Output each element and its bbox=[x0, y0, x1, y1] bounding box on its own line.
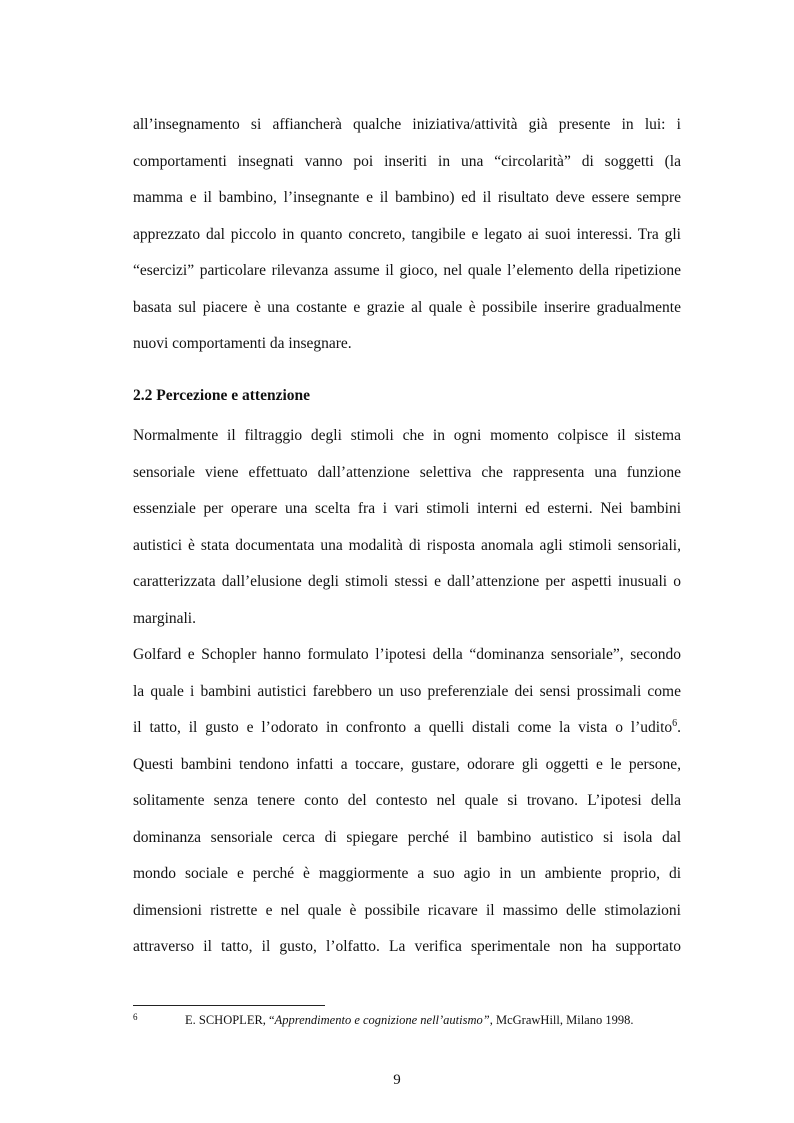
text-line: mamma e il bambino, l’insegnante e il bambino) ed il risultato deve essere sempre bbox=[133, 189, 681, 206]
footnote-number: 6 bbox=[133, 1012, 138, 1022]
footnote-title: Apprendimento e cognizione nell’autismo” bbox=[274, 1013, 490, 1027]
text-line: Questi bambini tendono infatti a toccare, gustare, odorare gli oggetti e le persone, bbox=[133, 755, 681, 773]
text-line: essenziale per operare una scelta fra i vari stimoli interni ed esterni. Nei bambini bbox=[133, 500, 681, 517]
text-line bbox=[133, 710, 681, 747]
text-line: caratterizzata dall’elusione degli stimoli stessi e dall’attenzione per aspetti inusuali o bbox=[133, 573, 681, 590]
text-line: Normalmente il filtraggio degli stimoli che in ogni momento colpisce il sistema bbox=[133, 427, 681, 444]
section-heading: 2.2 Percezione e attenzione bbox=[133, 387, 311, 404]
text-line: nuovi comportamenti da insegnare. bbox=[133, 335, 352, 352]
text-line: all’insegnamento si affiancherà qualche iniziativa/attività già presente in lui: i bbox=[133, 116, 681, 133]
paragraph-continuation bbox=[133, 107, 681, 363]
text-line: mondo sociale e perché è maggiormente a suo agio in un ambiente proprio, di bbox=[133, 865, 681, 882]
footnote-reference[interactable]: 6 bbox=[672, 717, 678, 729]
text-line: comportamenti insegnati vanno poi inseriti in una “circolarità” di soggetti (la bbox=[133, 152, 681, 170]
text-line: autistici è stata documentata una modalità di risposta anomala agli stimoli sensoriali, bbox=[133, 536, 681, 554]
text-line: la quale i bambini autistici farebbero un uso preferenziale dei sensi prossimali come bbox=[133, 682, 681, 700]
text-line-content: il tatto, il gusto e l’odorato in confronto a quelli distali come la vista o l’udito bbox=[133, 719, 673, 736]
page-number: 9 bbox=[393, 1072, 401, 1088]
text-line: attraverso il tatto, il gusto, l’olfatto. La verifica sperimentale non ha supportato bbox=[133, 938, 681, 955]
paragraph-sensory-dominance bbox=[133, 637, 681, 966]
footnote-text bbox=[185, 1012, 633, 1028]
text-line: marginali. bbox=[133, 609, 196, 627]
text-line: dimensioni ristrette e nel quale è possibile ricavare il massimo delle stimolazioni bbox=[133, 901, 681, 919]
sentence-end: . bbox=[677, 719, 681, 736]
text-line: solitamente senza tenere conto del contesto nel quale si trovano. L’ipotesi della bbox=[133, 792, 681, 809]
paragraph-attention bbox=[133, 418, 681, 637]
text-line: basata sul piacere è una costante e grazie al quale è possibile inserire gradualmente bbox=[133, 298, 681, 316]
footnote-separator bbox=[133, 1005, 325, 1006]
text-line: “esercizi” particolare rilevanza assume il gioco, nel quale l’elemento della ripetizione bbox=[133, 262, 681, 279]
text-line: sensoriale viene effettuato dall’attenzione selettiva che rappresenta una funzione bbox=[133, 463, 681, 481]
text-line: apprezzato dal piccolo in quanto concreto, tangibile e legato ai suoi interessi. Tra gli bbox=[133, 225, 681, 243]
footnote-author: E. SCHOPLER, “ bbox=[185, 1013, 275, 1027]
text-line: Golfard e Schopler hanno formulato l’ipotesi della “dominanza sensoriale”, secondo bbox=[133, 646, 681, 663]
text-line: dominanza sensoriale cerca di spiegare perché il bambino autistico si isola dal bbox=[133, 828, 681, 846]
footnote-publisher: , McGrawHill, Milano 1998. bbox=[489, 1013, 634, 1027]
